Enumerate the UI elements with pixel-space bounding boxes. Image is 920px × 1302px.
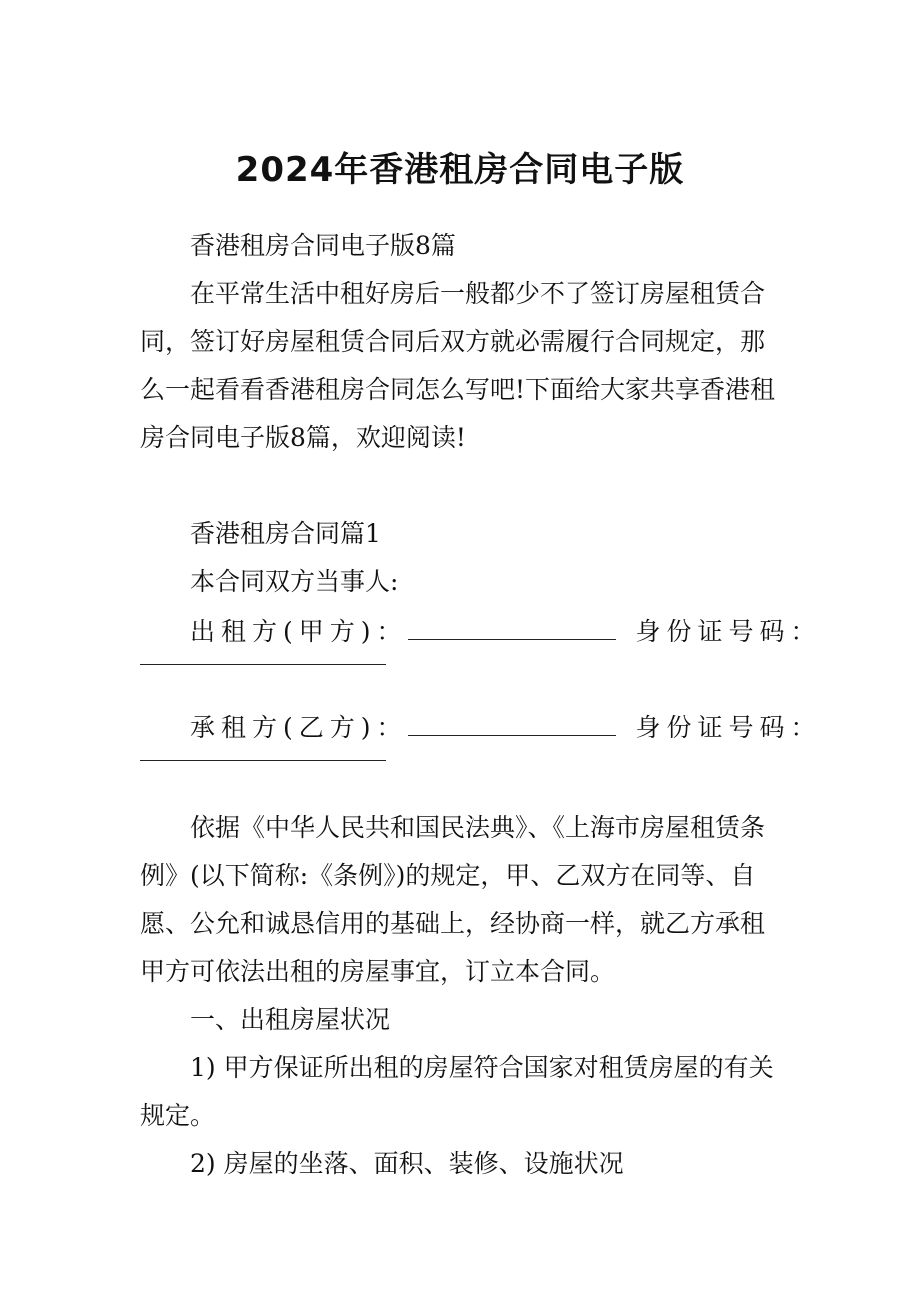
lessor-line	[140, 608, 822, 656]
document-title: 2024年香港租房合同电子版	[235, 150, 685, 190]
lessee-label: 承租方(乙方)：	[190, 713, 408, 742]
clause-1-item-2: 2) 房屋的坐落、面积、装修、设施状况	[190, 1149, 624, 1178]
lessee-id-label: 身份证号码：	[635, 713, 822, 742]
clause-1-title: 一、出租房屋状况	[190, 1005, 391, 1034]
intro-paragraph: 在平常生活中租好房后一般都少不了签订房屋租赁合同，签订好房屋租赁合同后双方就必需履行合同规定，那么一起看看香港租房合同怎么写吧!下面给大家共享香港租房合同电子版8篇，欢迎阅读!	[140, 279, 776, 452]
document-subtitle: 香港租房合同电子版8篇	[190, 231, 456, 260]
lessor-id-label: 身份证号码：	[635, 617, 822, 646]
section-title: 香港租房合同篇1	[190, 519, 381, 548]
lessor-id-field[interactable]	[140, 664, 386, 665]
basis-paragraph: 依据《中华人民共和国民法典》、《上海市房屋租赁条例》(以下简称:《条例》)的规定，甲、乙双方在同等、自愿、公允和诚恳信用的基础上，经协商一样，就乙方承租甲方可依法出租的房屋事宜，订立本合同。	[140, 813, 766, 986]
lessee-line	[140, 704, 822, 752]
lessor-label: 出租方(甲方)：	[190, 617, 408, 646]
lessee-name-field[interactable]	[408, 709, 616, 736]
clause-1-item-1: 1) 甲方保证所出租的房屋符合国家对租赁房屋的有关规定。	[140, 1053, 774, 1130]
lessee-id-field[interactable]	[140, 760, 386, 761]
parties-label: 本合同双方当事人:	[190, 567, 399, 596]
lessor-name-field[interactable]	[408, 613, 616, 640]
